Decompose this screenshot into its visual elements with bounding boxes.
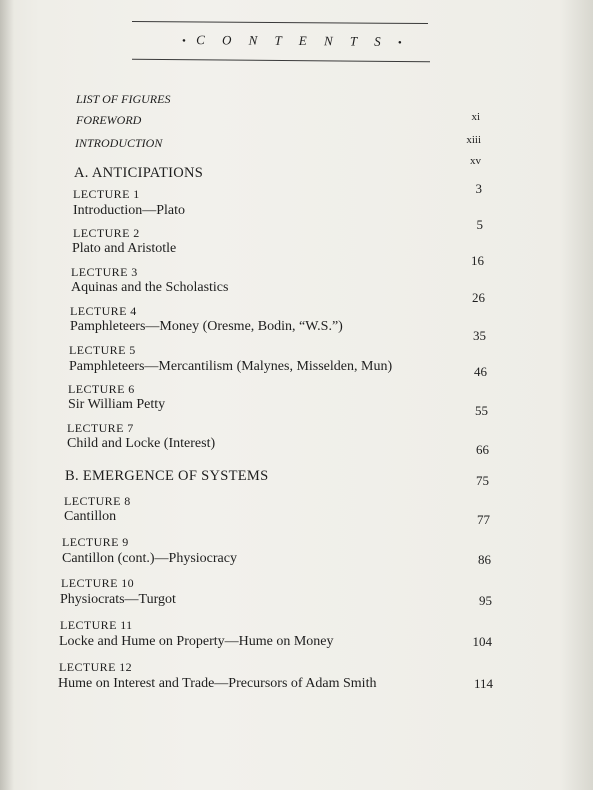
toc-lecture-title-3: Aquinas and the Scholastics <box>71 280 229 295</box>
toc-lecture-title-4: Pamphleteers—Money (Oresme, Bodin, “W.S.”) <box>70 319 343 334</box>
contents-heading <box>182 32 402 50</box>
toc-lecture-title-11: Locke and Hume on Property—Hume on Money <box>59 634 334 649</box>
toc-lecture-title-12: Hume on Interest and Trade—Precursors of Adam Smith <box>58 676 377 691</box>
toc-lecture-number-12: LECTURE 12 <box>59 660 132 674</box>
page-number-list-of-figures: xi <box>471 111 480 123</box>
toc-lecture-title-9: Cantillon (cont.)—Physiocracy <box>62 551 237 566</box>
toc-lecture-number-2: LECTURE 2 <box>73 226 140 240</box>
toc-lecture-title-2: Plato and Aristotle <box>72 241 177 256</box>
page-number-lecture-3: 16 <box>471 253 484 268</box>
toc-lecture-title-6: Sir William Petty <box>68 397 166 412</box>
page-number-lecture-8: 77 <box>477 512 490 527</box>
toc-lecture-number-9: LECTURE 9 <box>62 535 129 549</box>
toc-section-b: B. EMERGENCE OF SYSTEMS <box>65 468 269 484</box>
page-number-foreword: xiii <box>466 134 481 146</box>
toc-lecture-number-3: LECTURE 3 <box>71 265 138 279</box>
header-rule-bottom <box>132 59 430 63</box>
toc-lecture-title-5: Pamphleteers—Mercantilism (Malynes, Misselden, Mun) <box>69 359 393 374</box>
toc-lecture-number-7: LECTURE 7 <box>67 421 134 435</box>
toc-lecture-number-5: LECTURE 5 <box>69 343 136 357</box>
page-number-lecture-12: 114 <box>473 676 493 691</box>
heading-bullet-right: • <box>397 36 402 49</box>
header-rule-top <box>132 21 428 24</box>
toc-front-introduction: INTRODUCTION <box>75 136 163 150</box>
page-number-lecture-4: 26 <box>472 290 485 305</box>
page-number-section-b: 75 <box>476 473 489 488</box>
page-number-lecture-5: 35 <box>473 328 486 343</box>
toc-lecture-number-4: LECTURE 4 <box>70 304 137 318</box>
page-number-lecture-10: 95 <box>479 593 492 608</box>
toc-front-list-of-figures: LIST OF FIGURES <box>76 92 171 106</box>
toc-lecture-number-8: LECTURE 8 <box>64 494 131 508</box>
toc-lecture-number-6: LECTURE 6 <box>68 382 135 396</box>
toc-lecture-number-10: LECTURE 10 <box>61 576 134 590</box>
page-number-lecture-6: 46 <box>474 364 487 379</box>
page-number-lecture-7: 55 <box>475 403 488 418</box>
page-number-section-a-end: 66 <box>476 442 489 457</box>
page-number-introduction: xv <box>470 155 481 167</box>
toc-front-foreword: FOREWORD <box>76 113 142 127</box>
toc-lecture-title-10: Physiocrats—Turgot <box>60 592 176 607</box>
page-number-lecture-9: 86 <box>478 552 491 567</box>
toc-lecture-title-1: Introduction—Plato <box>73 203 185 218</box>
toc-lecture-title-7: Child and Locke (Interest) <box>67 436 216 451</box>
page-number-lecture-11: 104 <box>472 634 492 649</box>
toc-lecture-number-11: LECTURE 11 <box>60 618 133 632</box>
page-number-lecture-2: 5 <box>476 217 483 232</box>
toc-lecture-title-8: Cantillon <box>64 509 117 524</box>
heading-bullet-left: • <box>181 35 186 48</box>
page-number-lecture-1: 3 <box>475 181 482 196</box>
toc-section-a: A. ANTICIPATIONS <box>74 165 204 181</box>
toc-lecture-number-1: LECTURE 1 <box>73 187 140 201</box>
contents-heading-label: C O N T E N T S <box>196 32 388 49</box>
